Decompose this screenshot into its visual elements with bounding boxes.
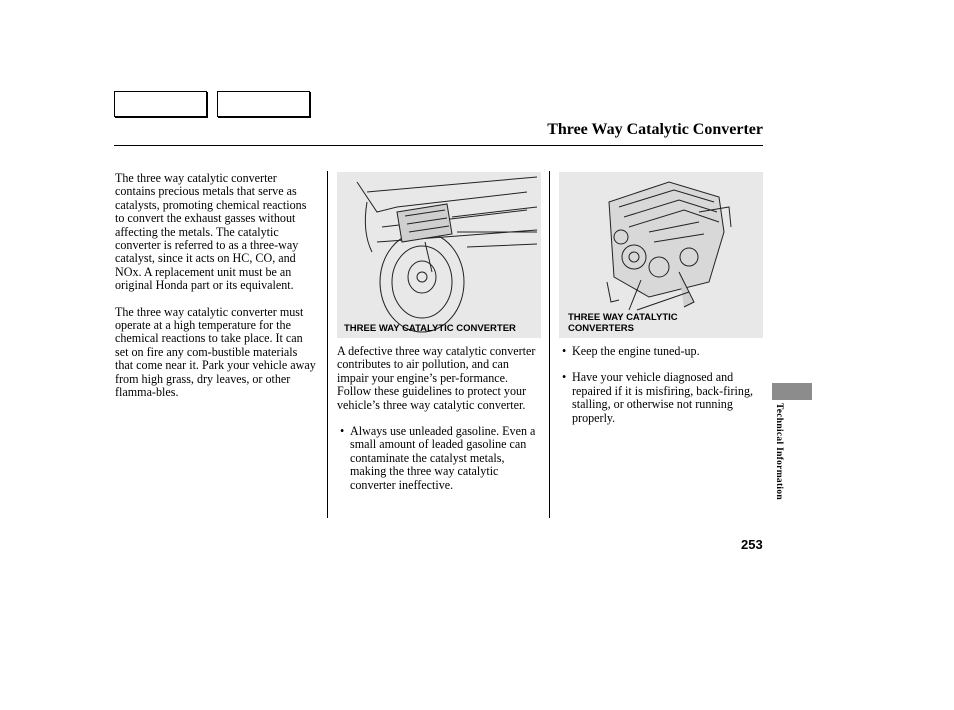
column-1 (115, 172, 318, 413)
column-3 (559, 345, 763, 438)
bullet-icon: • (562, 370, 567, 385)
section-tab[interactable] (772, 383, 812, 400)
figure-caption: THREE WAY CATALYTIC CONVERTER (344, 323, 516, 334)
nav-box-2[interactable] (217, 91, 310, 117)
paragraph: A defective three way catalytic converter contributes to air pollution, and can impair your engine’s per-formance. Follow these guidelines to protect your vehicle’s three way catalytic converter. (337, 344, 536, 412)
page-title: Three Way Catalytic Converter (547, 121, 763, 138)
column-2 (337, 345, 543, 505)
bullet-icon: • (562, 344, 567, 358)
bullet-item: • Always use unleaded gasoline. Even a small amount of leaded gasoline can contaminate the catalyst metals, making the three way catalytic converter ineffective. (340, 424, 536, 492)
undercarriage-illustration (337, 172, 541, 338)
bullet-item: • Keep the engine tuned-up. (562, 344, 700, 358)
paragraph: The three way catalytic converter must operate at a high temperature for the chemical reactions to take place. It can set on fire any com-bustible materials that come near it. Park your vehicle away from high grass, dry leaves, or other flamma-bles. (115, 304, 316, 400)
section-label: Technical Information (774, 403, 784, 500)
page-number: 253 (741, 537, 763, 552)
column-divider (327, 171, 328, 518)
paragraph: The three way catalytic converter contains precious metals that serve as catalysts, promoting chemical reactions to convert the exhaust gasses without affecting the metals. The catalytic converter is referred to as a three-way catalyst, since it acts on HC, CO, and NOx. A replacement unit must be an original Honda part or its equivalent. (115, 171, 307, 293)
bullet-icon: • (340, 424, 345, 439)
header-rule (114, 145, 763, 146)
column-divider (549, 171, 550, 518)
converters-figure (559, 172, 763, 338)
nav-box-1[interactable] (114, 91, 207, 117)
figure-caption: THREE WAY CATALYTIC CONVERTERS (568, 312, 678, 334)
converter-figure (337, 172, 541, 338)
bullet-item: • Have your vehicle diagnosed and repaired if it is misfiring, back-firing, stalling, or otherwise not running properly. (562, 370, 754, 425)
